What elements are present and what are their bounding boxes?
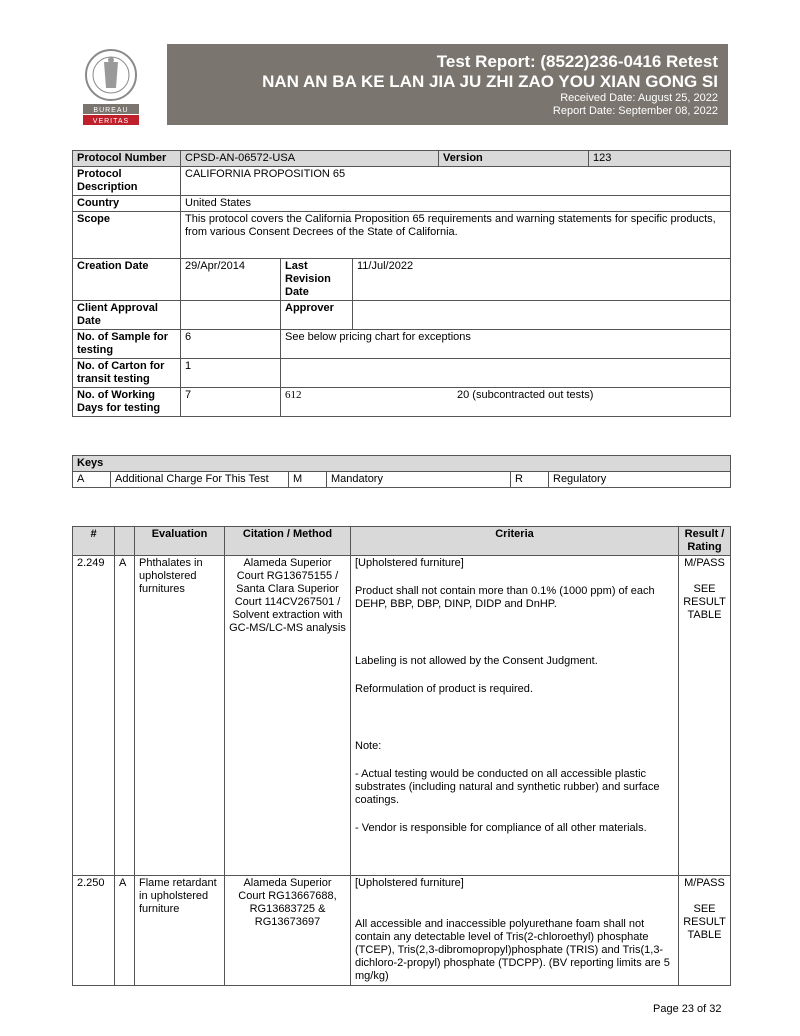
sample-label: No. of Sample for testing: [73, 330, 181, 359]
working-days-note: 20 (subcontracted out tests): [457, 389, 594, 401]
scope-label: Scope: [73, 212, 181, 259]
row-key: A: [115, 556, 135, 876]
table-row: [73, 876, 731, 986]
page-number: Page 23 of 32: [653, 1003, 722, 1015]
approver-value: [353, 301, 731, 330]
row-criteria: [Upholstered furniture] All accessible and inaccessible polyurethane foam shall not contain any detectable level of Tris(2-chloroethyl) phosphate (TCEP), Tris(2,3-dibromopropyl)phosphate (TRIS) and Tris(1,3-dichloro-2-propyl) phosphate (TDCPP). (BV reporting limits are 5 mg/kg): [351, 876, 679, 986]
key-a-desc: Additional Charge For This Test: [111, 472, 289, 488]
report-header: [167, 44, 728, 125]
protocol-desc-label: Protocol Description: [73, 167, 181, 196]
col-evaluation: Evaluation: [135, 527, 225, 556]
svg-text:VERITAS: VERITAS: [92, 118, 130, 125]
col-criteria: Criteria: [351, 527, 679, 556]
working-days-label: No. of Working Days for testing: [73, 388, 181, 417]
key-a: A: [73, 472, 111, 488]
company-name: NAN AN BA KE LAN JIA JU ZHI ZAO YOU XIAN GONG SI: [262, 72, 718, 91]
report-title: Test Report: (8522)236-0416 Retest: [436, 52, 718, 71]
report-date: Report Date: September 08, 2022: [552, 105, 718, 117]
svg-text:BUREAU: BUREAU: [93, 107, 129, 114]
key-r-desc: Regulatory: [549, 472, 731, 488]
row-key: A: [115, 876, 135, 986]
bureau-veritas-logo: [80, 48, 142, 128]
revision-date: 11/Jul/2022: [353, 259, 731, 301]
row-citation: Alameda Superior Court RG13667688, RG13683725 & RG13673697: [225, 876, 351, 986]
evaluation-table: [72, 526, 731, 986]
country-value: United States: [181, 196, 731, 212]
row-result: M/PASS SEE RESULT TABLE: [679, 876, 731, 986]
carton-label: No. of Carton for transit testing: [73, 359, 181, 388]
col-key: [115, 527, 135, 556]
sample-note: See below pricing chart for exceptions: [281, 330, 731, 359]
row-criteria: [Upholstered furniture] Product shall not contain more than 0.1% (1000 ppm) of each DEHP, BBP, DBP, DINP, DIDP and DnHP. Labeling is not allowed by the Consent Judgment. Reformulation of product is required. Note: - Actual testing would be conducted on all accessible plastic substrates (including natural and synthetic rubber) and surface coatings. - Vendor is responsible for compliance of all other materials.: [351, 556, 679, 876]
version-label: Version: [439, 151, 589, 167]
sample-value: 6: [181, 330, 281, 359]
col-num: #: [73, 527, 115, 556]
col-result: Result / Rating: [679, 527, 731, 556]
revision-date-label: Last Revision Date: [281, 259, 353, 301]
client-approval-label: Client Approval Date: [73, 301, 181, 330]
country-label: Country: [73, 196, 181, 212]
protocol-table: [72, 150, 731, 417]
client-approval-value: [181, 301, 281, 330]
row-num: 2.249: [73, 556, 115, 876]
key-m: M: [289, 472, 327, 488]
table-row: [73, 556, 731, 876]
row-num: 2.250: [73, 876, 115, 986]
keys-title: Keys: [73, 456, 731, 472]
working-days-value: 7: [181, 388, 281, 417]
scope-value: This protocol covers the California Proposition 65 requirements and warning statements for specific products, from various Consent Decrees of the State of California.: [181, 212, 731, 259]
protocol-number-label: Protocol Number: [73, 151, 181, 167]
version-value: 123: [589, 151, 731, 167]
keys-table: [72, 455, 731, 488]
working-days-code: 612: [285, 389, 302, 401]
received-date: Received Date: August 25, 2022: [560, 92, 718, 104]
row-evaluation: Flame retardant in upholstered furniture: [135, 876, 225, 986]
row-evaluation: Phthalates in upholstered furnitures: [135, 556, 225, 876]
creation-date: 29/Apr/2014: [181, 259, 281, 301]
row-citation: Alameda Superior Court RG13675155 / Santa Clara Superior Court 114CV267501 / Solvent extraction with GC-MS/LC-MS analysis: [225, 556, 351, 876]
protocol-number: CPSD-AN-06572-USA: [181, 151, 439, 167]
carton-value: 1: [181, 359, 281, 388]
row-result: M/PASS SEE RESULT TABLE: [679, 556, 731, 876]
approver-label: Approver: [281, 301, 353, 330]
col-citation: Citation / Method: [225, 527, 351, 556]
key-m-desc: Mandatory: [327, 472, 511, 488]
protocol-desc: CALIFORNIA PROPOSITION 65: [181, 167, 731, 196]
key-r: R: [511, 472, 549, 488]
creation-date-label: Creation Date: [73, 259, 181, 301]
